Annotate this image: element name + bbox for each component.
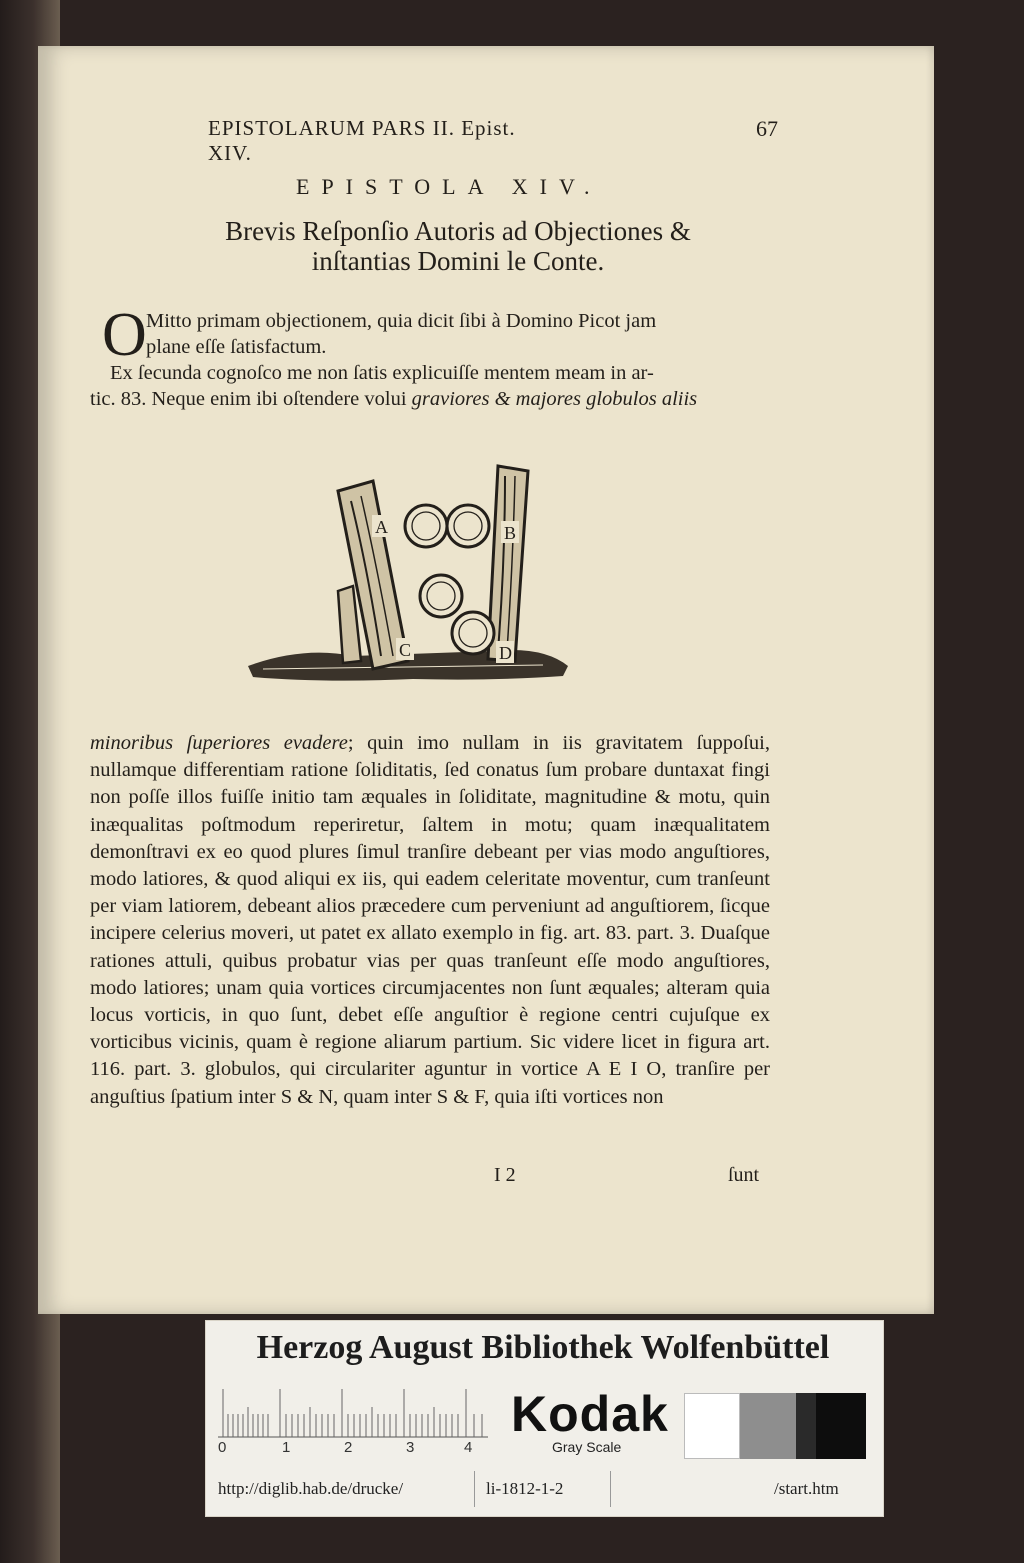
body-italic-start: minoribus ſuperiores evadere <box>90 732 348 754</box>
url-shelfmark: li-1812-1-2 <box>486 1479 564 1498</box>
woodcut-figure <box>243 451 573 701</box>
figure-label-b: B <box>504 523 517 543</box>
ruler-scale <box>218 1389 488 1439</box>
catchword: ſunt <box>728 1164 760 1186</box>
signature-mark: I 2 <box>494 1164 516 1186</box>
body-paragraph: ; quin imo nullam in iis gravitatem ſuppoſui, nullamque differentiam ratione ſoliditatis, ſed conatus ſum probare duntaxat fingi non poſſe illos fuiſſe initio tam æquales in ſoliditate, magnitudine & motu, quin inæqualitas poſtmodum reperiretur, ſaltem in motu; quam inæqualitatem demonſtravi ex eo quod plures ſimul tranſire debeant per vias modo anguſtiores, modo latiores, & quod aliqui ex iis, qui eadem celeritate moventur, cum tranſeunt per viam latiorem, debeant alios præcedere cum perveniunt ad anguſtiorem, ſicque incipere celerius moveri, ut patet ex allato exemplo in fig. art. 83. part. 3. Duaſque rationes attuli, quibus probatur vias per quas tranſeunt eſſe modo anguſtiores, modo latiores; unam quia vortices circumjacentes non ſunt æquales; alteram quia locus vorticis, in quo ſunt, debet eſſe anguſtior è regione centri cujuſque ex vorticibus vicinis, quam è regione aliarum partium. Sic videre licet in figura art. 116. part. 3. globulos, qui circulariter aguntur in vortice A E I O, tranſire per anguſtius ſpatium inter S & N, quam inter S & F, quia iſti vortices non <box>90 732 771 1108</box>
sphere-2 <box>447 505 489 547</box>
kodak-logo: Kodak <box>511 1386 669 1442</box>
letter-title-line-2: inſtantias Domini le Conte. <box>311 246 605 276</box>
letter-label: EPISTOLA XIV. <box>296 174 602 199</box>
drop-cap: O <box>102 301 147 369</box>
url-divider-2 <box>610 1471 611 1507</box>
figure-label-d: D <box>499 643 512 663</box>
ruler-number-0: 0 <box>218 1439 227 1456</box>
swatch-black <box>816 1393 866 1459</box>
body-text <box>90 730 770 1111</box>
intro-line-4-roman: tic. 83. Neque enim ibi oſtendere volui <box>90 388 412 410</box>
page-number: 67 <box>756 116 778 141</box>
sphere-1 <box>405 505 447 547</box>
gray-scale-label: Gray Scale <box>552 1439 622 1455</box>
intro-line-3: Ex ſecunda cognoſco me non ſatis explicuiſſe mentem meam in ar- <box>110 362 654 384</box>
page-content <box>38 46 934 1314</box>
ruler-ticks <box>223 1389 482 1437</box>
library-name: Herzog August Bibliothek Wolfenbüttel <box>256 1329 830 1366</box>
intro-line-4 <box>90 386 697 412</box>
url-base: http://diglib.hab.de/drucke/ <box>218 1479 404 1498</box>
gray-swatches <box>684 1393 866 1459</box>
calibration-card <box>205 1320 884 1517</box>
ruler-number-2: 2 <box>344 1439 353 1456</box>
swatch-dark-gray <box>796 1393 816 1459</box>
intro-line-2: plane eſſe ſatisfactum. <box>146 336 327 358</box>
ruler-number-1: 1 <box>282 1439 291 1456</box>
running-head: EPISTOLARUM PARS II. Epist. XIV. <box>208 116 516 165</box>
url-suffix: /start.htm <box>774 1479 839 1498</box>
letter-title <box>138 216 778 276</box>
letter-title-line-1: Brevis Reſponſio Autoris ad Objectiones & <box>225 216 691 246</box>
swatch-white <box>684 1393 740 1459</box>
ruler-number-3: 3 <box>406 1439 415 1456</box>
figure-label-c: C <box>399 640 412 660</box>
sphere-3 <box>420 575 462 617</box>
swatch-mid-gray <box>740 1393 796 1459</box>
sphere-4 <box>452 612 494 654</box>
intro-line-4-italic: graviores & majores globulos aliis <box>411 388 698 410</box>
spheres <box>405 505 494 654</box>
figure-label-a: A <box>375 517 388 537</box>
url-divider-1 <box>474 1471 475 1507</box>
ruler-labels <box>218 1439 498 1459</box>
ruler-number-4: 4 <box>464 1439 473 1456</box>
book-page <box>38 46 934 1314</box>
intro-line-1: Mitto primam objectionem, quia dicit ſibi à Domino Picot jam <box>146 310 657 332</box>
